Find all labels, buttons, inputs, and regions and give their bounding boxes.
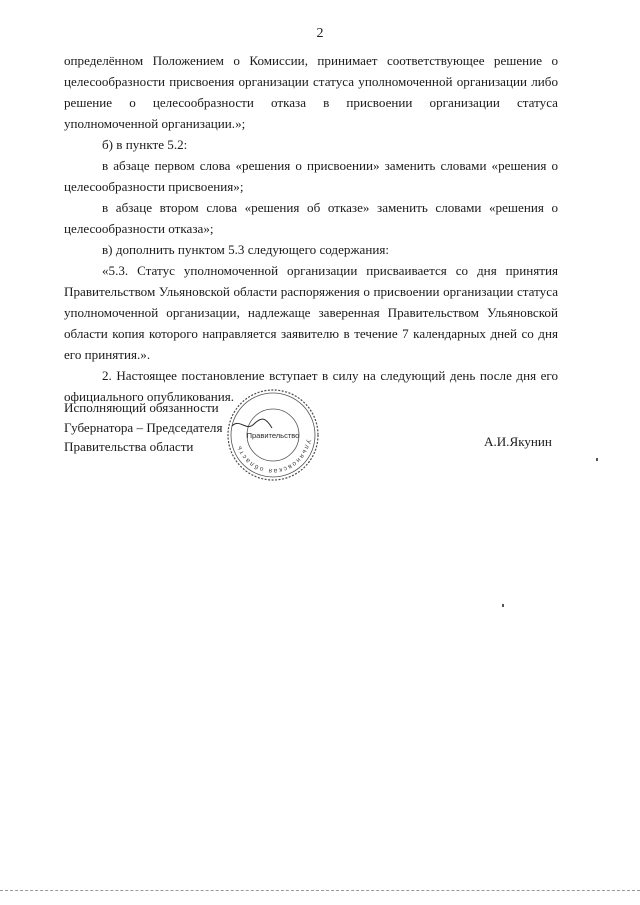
- paragraph-item-b: б) в пункте 5.2:: [102, 137, 188, 152]
- paragraph-second-abzac: в абзаце втором слова «решения об отказе» заменить словами «решения о целесообразности отказа»;: [64, 200, 558, 236]
- signature-scribble: [232, 419, 272, 428]
- signer-name: А.И.Якунин: [484, 434, 552, 449]
- paragraph-effective-date: 2. Настоящее постановление вступает в силу на следующий день после дня его официального опубликования.: [64, 368, 558, 404]
- signature-block: [64, 398, 222, 457]
- page-number: 2: [316, 26, 324, 41]
- signer-title-line-1: Исполняющий обязанности: [64, 400, 219, 415]
- signer-title-line-3: Правительства области: [64, 439, 194, 454]
- paragraph-first-abzac: в абзаце первом слова «решения о присвоении» заменить словами «решения о целесообразности присвоения»;: [64, 158, 558, 194]
- scan-mark: [502, 604, 504, 607]
- scan-mark: [596, 458, 598, 461]
- paragraph-continuation: определённом Положением о Комиссии, принимает соответствующее решение о целесообразности присвоения организации статуса уполномоченной организации либо решение о целесообразности отказа в присвоении организации статуса уполномоченной организации.»;: [64, 53, 558, 131]
- official-seal-stamp: [226, 388, 320, 482]
- seal-center-text: Правительство: [246, 431, 300, 440]
- paragraph-point-5-3: «5.3. Статус уполномоченной организации присваивается со дня принятия Правительством Ульяновской области распоряжения о присвоении организации статуса уполномоченной организации, надлежаще заверенная Правительством Ульяновской области копия которого направляется заявителю в течение 7 календарных дней со дня его принятия.».: [64, 263, 558, 362]
- signer-title-line-2: Губернатора – Председателя: [64, 419, 223, 435]
- paragraph-item-v: в) дополнить пунктом 5.3 следующего содержания:: [102, 242, 389, 257]
- scan-bottom-edge: [0, 890, 640, 891]
- svg-text:Ульяновская область: [236, 439, 312, 474]
- document-body: [64, 50, 558, 407]
- seal-ring-text: Ульяновская область: [235, 438, 312, 475]
